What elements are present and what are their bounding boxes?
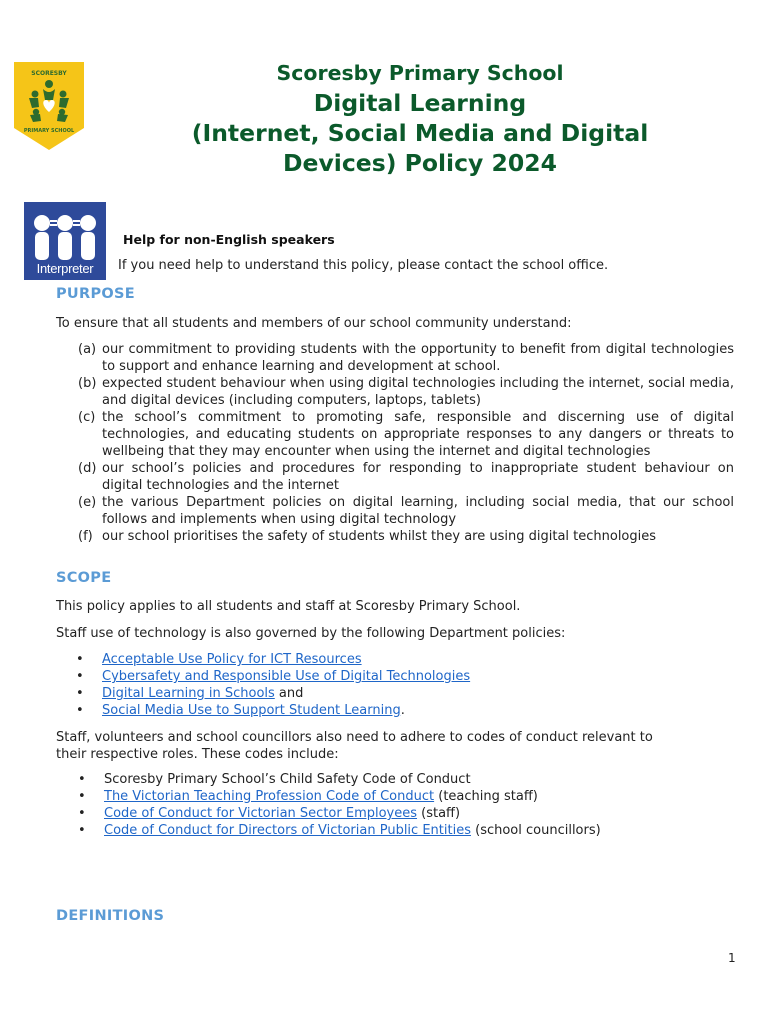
interpreter-label: Interpreter bbox=[36, 261, 94, 276]
interpreter-icon bbox=[24, 202, 106, 280]
purpose-intro: To ensure that all students and members of our school community understand: bbox=[56, 316, 572, 331]
codes-list bbox=[78, 771, 601, 839]
help-text: If you need help to understand this policy, please contact the school office. bbox=[118, 258, 609, 273]
school-crest-icon bbox=[14, 62, 84, 150]
purpose-heading: PURPOSE bbox=[56, 286, 135, 302]
help-title: Help for non-English speakers bbox=[123, 232, 335, 247]
policy-link[interactable]: Cybersafety and Responsible Use of Digital Technologies bbox=[102, 669, 471, 684]
svg-text:SCORESBY: SCORESBY bbox=[31, 70, 67, 77]
title-line-1: Digital Learning bbox=[313, 89, 527, 117]
list-item: (f) our school prioritises the safety of students whilst they are using digital technologies bbox=[78, 529, 657, 544]
list-item: (e) the various Department policies on digital learning, including social media, that our school follows and implements when using digital technology bbox=[78, 495, 734, 527]
svg-text:PRIMARY SCHOOL: PRIMARY SCHOOL bbox=[23, 128, 75, 134]
document-title bbox=[150, 58, 690, 178]
list-item: • Social Media Use to Support Student Learning . bbox=[76, 703, 405, 718]
list-item: • Cybersafety and Responsible Use of Digital Technologies bbox=[76, 669, 471, 684]
purpose-list bbox=[78, 341, 734, 545]
list-item: • Digital Learning in Schools and bbox=[76, 686, 304, 701]
list-item: • Scoresby Primary School’s Child Safety Code of Conduct bbox=[78, 772, 471, 787]
list-item: (b) expected student behaviour when using digital technologies including the internet, social media, and digital devices (including computers, laptops, tablets) bbox=[78, 376, 734, 408]
title-line-2: (Internet, Social Media and Digital bbox=[191, 119, 649, 147]
list-item: (d) our school’s policies and procedures for responding to inappropriate student behaviour on digital technologies and the internet bbox=[78, 461, 734, 493]
interpreter-people-icon bbox=[24, 206, 106, 266]
policy-link[interactable]: Acceptable Use Policy for ICT Resources bbox=[102, 652, 362, 667]
scope-para-1: This policy applies to all students and staff at Scoresby Primary School. bbox=[56, 599, 521, 614]
list-item: • The Victorian Teaching Profession Code of Conduct (teaching staff) bbox=[78, 789, 538, 804]
school-name: Scoresby Primary School bbox=[276, 61, 564, 85]
code-link[interactable]: Code of Conduct for Directors of Victorian Public Entities bbox=[104, 823, 471, 838]
scope-para-3: Staff, volunteers and school councillors also need to adhere to codes of conduct relevant to their respective roles. These codes include: bbox=[56, 730, 653, 762]
policy-link[interactable]: Social Media Use to Support Student Learning bbox=[102, 703, 401, 718]
scope-para-2: Staff use of technology is also governed by the following Department policies: bbox=[56, 626, 566, 641]
page-number: 1 bbox=[728, 951, 736, 965]
title-line-3: Devices) Policy 2024 bbox=[283, 149, 557, 177]
code-link[interactable]: Code of Conduct for Victorian Sector Employees bbox=[104, 806, 418, 821]
list-item: (a) our commitment to providing students with the opportunity to benefit from digital technologies to support and enhance learning and development at school. bbox=[78, 342, 734, 374]
list-item: • Code of Conduct for Directors of Victorian Public Entities (school councillors) bbox=[78, 823, 601, 838]
policy-link[interactable]: Digital Learning in Schools bbox=[102, 686, 275, 701]
scope-heading: SCOPE bbox=[56, 570, 112, 586]
list-item: (c) the school’s commitment to promoting safe, responsible and discerning use of digital technologies, and educating students on appropriate responses to any dangers or threats to wellbeing that they may encounter when using the internet and digital technologies bbox=[78, 410, 734, 459]
definitions-heading: DEFINITIONS bbox=[56, 908, 165, 924]
policy-list bbox=[76, 651, 470, 719]
school-logo bbox=[14, 62, 84, 150]
list-item: • Code of Conduct for Victorian Sector Employees (staff) bbox=[78, 806, 461, 821]
code-link[interactable]: The Victorian Teaching Profession Code of Conduct bbox=[104, 789, 435, 804]
list-item: • Acceptable Use Policy for ICT Resources bbox=[76, 652, 362, 667]
